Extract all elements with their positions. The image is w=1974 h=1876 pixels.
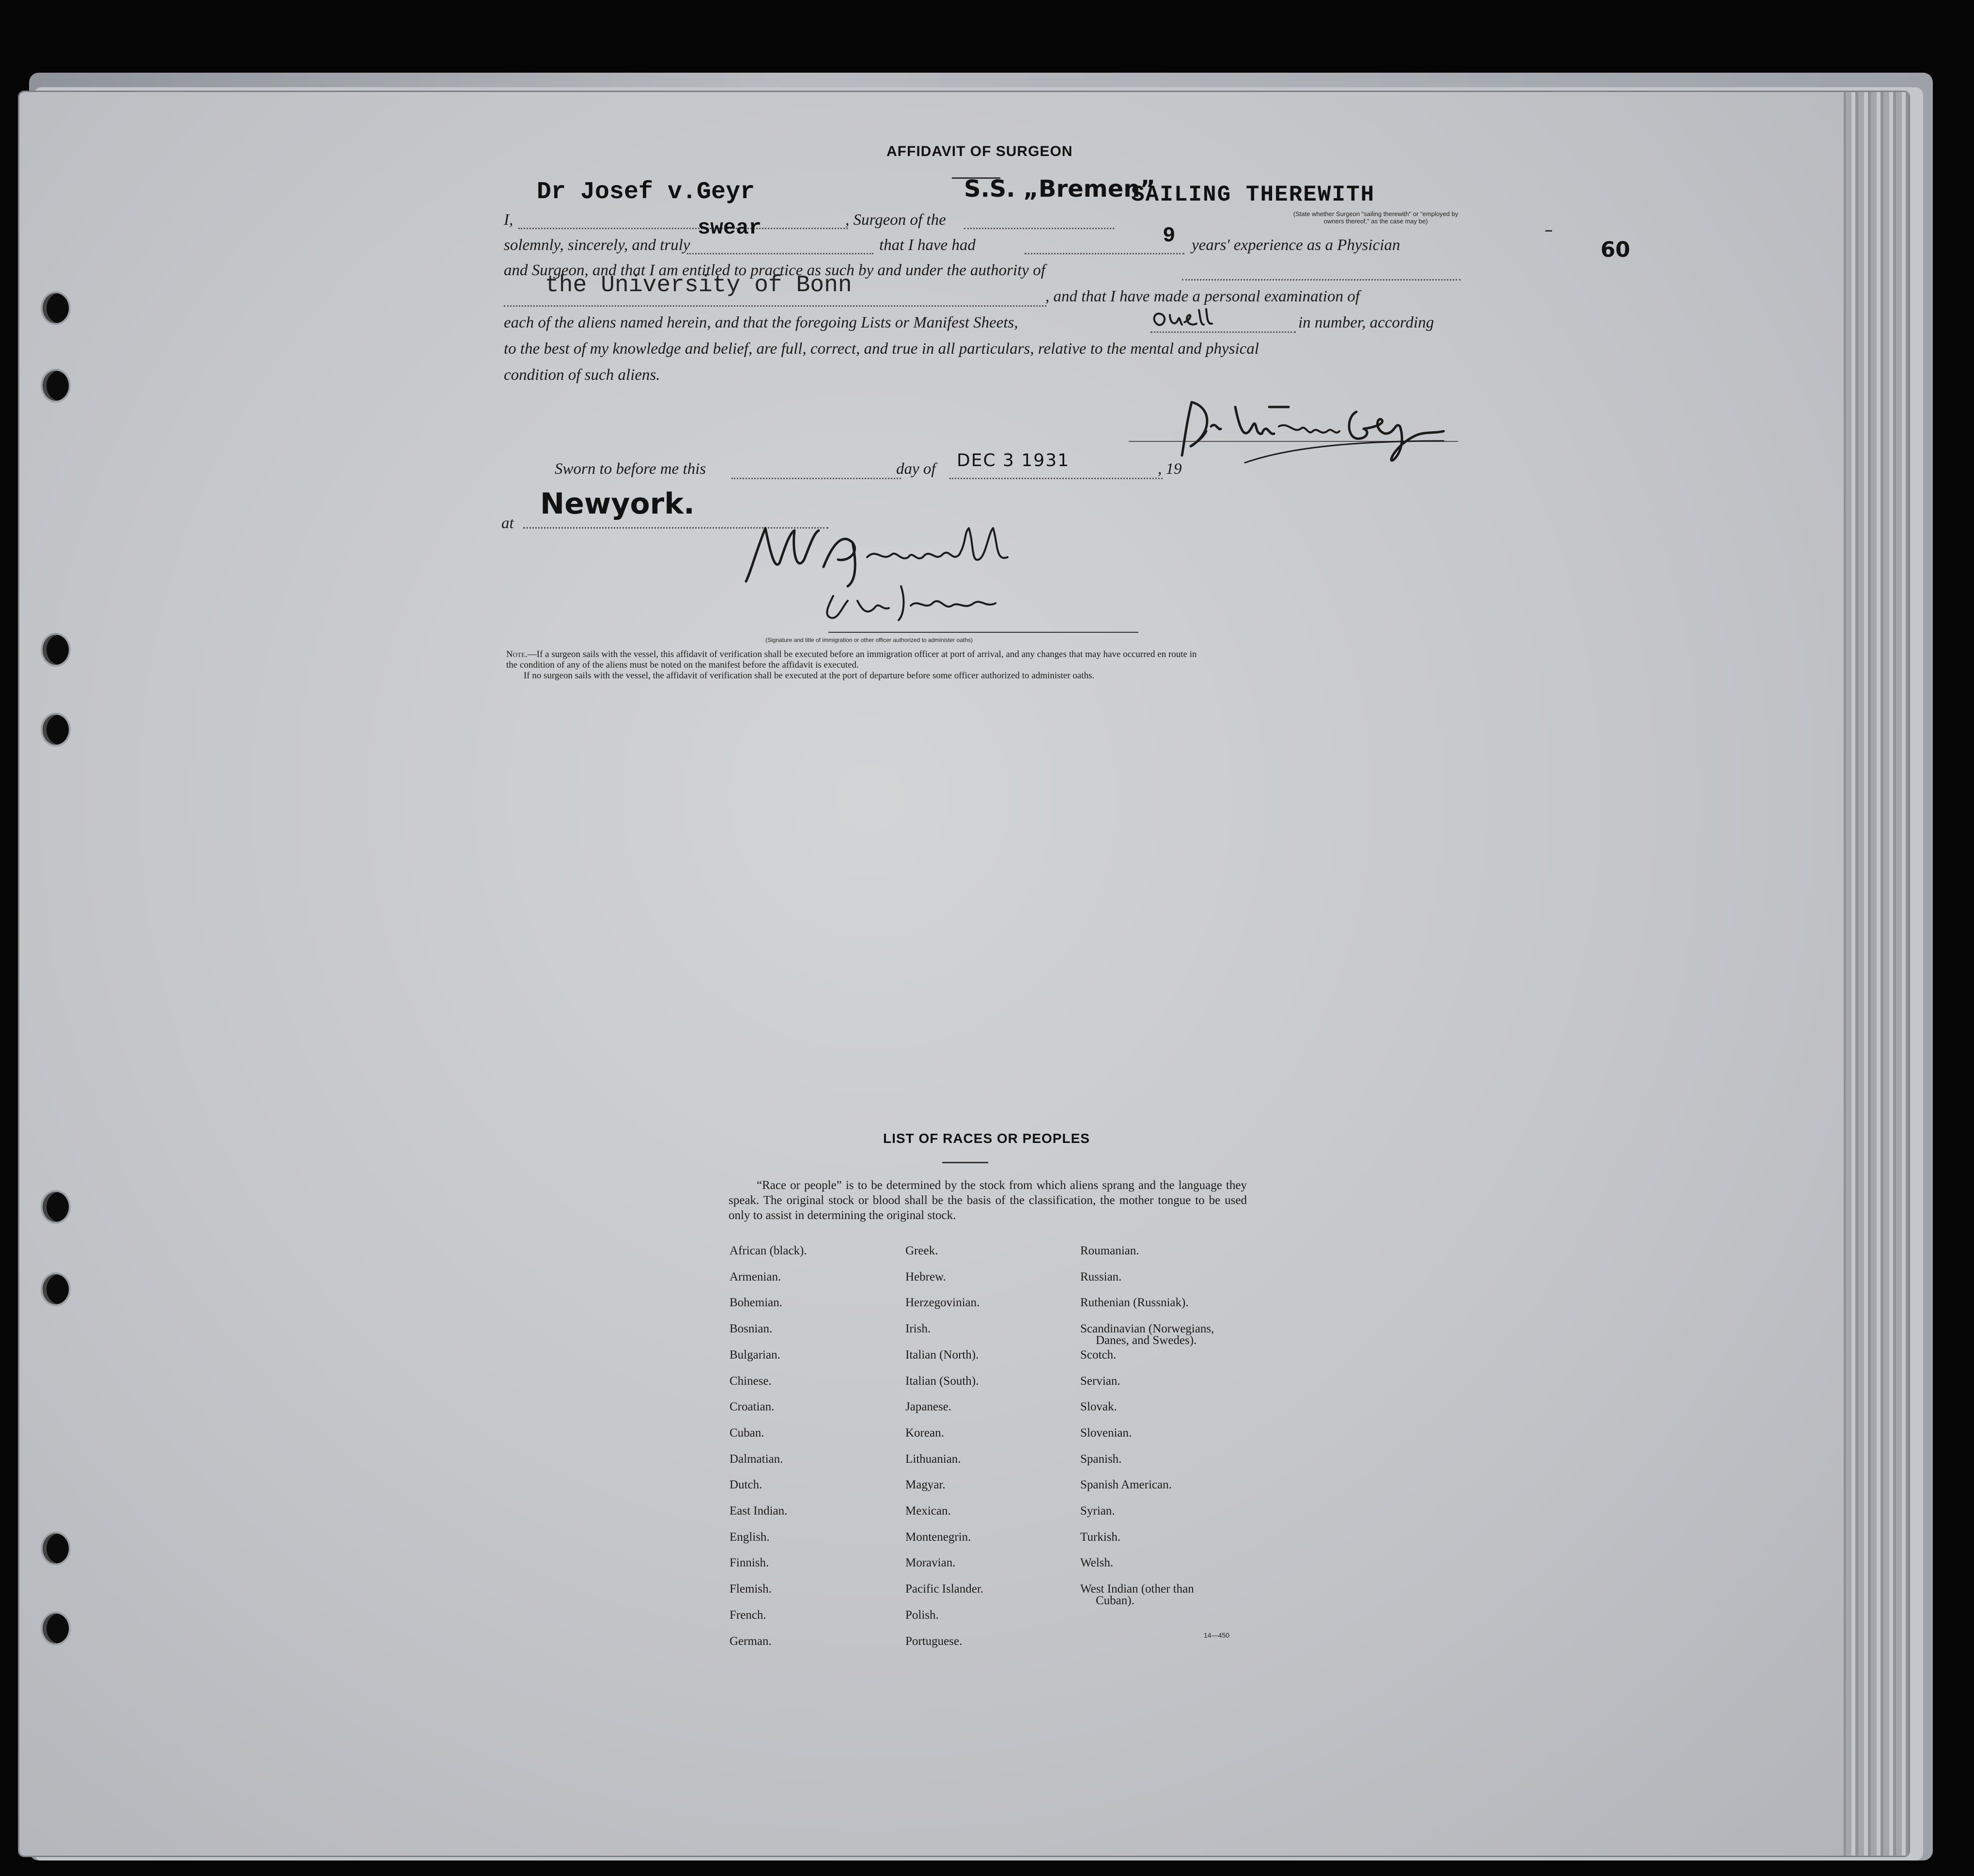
race-item: Bohemian. [730, 1296, 783, 1310]
year-prefix-text: , 19 [1158, 460, 1182, 478]
personal-exam-text: , and that I have made a personal examination of [1045, 288, 1360, 305]
race-item: Pacific Islander. [905, 1582, 984, 1596]
race-item: Mexican. [905, 1504, 951, 1517]
race-item: Irish. [905, 1322, 931, 1336]
race-item: Finnish. [730, 1556, 769, 1570]
dotted-rule [504, 305, 1046, 307]
at-text: at [501, 515, 514, 532]
years-value: 9 [1163, 224, 1176, 248]
race-item: Spanish American. [1080, 1478, 1172, 1492]
race-item: Japanese. [905, 1400, 952, 1414]
affidavit-note [506, 649, 1456, 681]
races-title-rule [942, 1162, 988, 1163]
prefix-i: I, [504, 211, 513, 229]
each-of-aliens-text: each of the aliens named herein, and that the foregoing Lists or Manifest Sheets, [504, 314, 1018, 331]
note-line3: If no surgeon sails with the vessel, the affidavit of verification shall be executed at the port of departure before some officer authorized to administer oaths. [524, 671, 1095, 681]
day-of-text: day of [896, 460, 936, 478]
race-item: Croatian. [730, 1400, 775, 1414]
binder-hole [43, 293, 69, 323]
date-stamp: DEC 3 1931 [957, 451, 1070, 470]
binder-hole [43, 1274, 69, 1304]
years-experience-text: years' experience as a Physician [1192, 236, 1400, 254]
race-item: Scandinavian (Norwegians, [1080, 1322, 1214, 1336]
affidavit-title: AFFIDAVIT OF SURGEON [886, 143, 1073, 159]
oath-word: swear [698, 216, 762, 240]
dotted-rule [1025, 253, 1184, 254]
race-item: Russian. [1080, 1270, 1122, 1283]
surgeon-signature [1172, 392, 1463, 465]
authority: the University of Bonn [545, 272, 852, 298]
race-item: Dalmatian. [730, 1452, 783, 1466]
best-knowledge-text: to the best of my knowledge and belief, are full, correct, and true in all particulars, relative to the mental and physical [504, 340, 1259, 358]
race-item: Hebrew. [905, 1270, 946, 1283]
race-item: Turkish. [1080, 1530, 1121, 1544]
dotted-rule [1150, 331, 1296, 333]
race-item: Roumanian. [1080, 1244, 1139, 1257]
race-item: Flemish. [730, 1582, 772, 1596]
note-line1: —If a surgeon sails with the vessel, this affidavit of verification shall be executed before an immigration officer at port of arrival, and any changes that may have occurred en route in [527, 649, 1197, 659]
race-item: Korean. [905, 1426, 944, 1439]
race-item: Slovenian. [1080, 1426, 1132, 1439]
race-item: Ruthenian (Russniak). [1080, 1296, 1189, 1310]
officer-signature-line [828, 632, 1138, 633]
race-item: French. [730, 1608, 766, 1622]
race-item: Dutch. [730, 1478, 762, 1492]
race-item: Syrian. [1080, 1504, 1115, 1517]
signature-caption: (Signature and title of immigration or other officer authorized to administer oaths) [765, 637, 973, 643]
binder-hole [43, 1192, 69, 1222]
race-item: Scotch. [1080, 1348, 1117, 1361]
binder-hole [43, 1533, 69, 1563]
manifest-page [19, 92, 1909, 1856]
race-item: African (black). [730, 1244, 807, 1257]
race-item: Herzegovinian. [905, 1296, 980, 1310]
dotted-rule [964, 228, 1114, 229]
races-intro: “Race or people” is to be determined by the stock from which aliens sprang and the language they speak. The original stock or blood shall be the basis of the classification, the mother tongue to be used only to assist in determining the original stock. [729, 1179, 1247, 1222]
note-lead: Note. [506, 649, 528, 659]
race-item: Polish. [905, 1608, 939, 1622]
race-item: Spanish. [1080, 1452, 1122, 1466]
sheets-count-handwritten [1148, 305, 1221, 334]
officer-signature [736, 514, 1124, 630]
note-line2: the condition of any of the aliens must be noted on the manifest before the affidavit is executed. [506, 660, 859, 670]
binder-hole [43, 635, 69, 665]
surgeon-name: Dr Josef v.Geyr [537, 178, 755, 206]
race-item: German. [730, 1634, 772, 1648]
race-item: Armenian. [730, 1270, 781, 1283]
race-item: Montenegrin. [905, 1530, 971, 1544]
race-item: Portuguese. [905, 1634, 963, 1648]
race-item: Bulgarian. [730, 1348, 780, 1361]
dotted-rule [518, 228, 848, 229]
race-item: Italian (North). [905, 1348, 979, 1361]
ship-name: S.S. „Bremen” [964, 175, 1155, 203]
race-item: East Indian. [730, 1504, 788, 1517]
in-number-text: in number, according [1298, 314, 1434, 331]
condition-text: condition of such aliens. [504, 366, 660, 384]
dotted-rule [731, 478, 901, 479]
surgeon-of-the-text: , Surgeon of the [845, 211, 946, 229]
dotted-rule [949, 478, 1163, 479]
state-note: (State whether Surgeon "sailing therewith" or "employed by owners thereof," as the case may be) [1293, 210, 1459, 225]
form-code: 14—450 [1204, 1631, 1229, 1639]
binder-hole [43, 1613, 69, 1643]
race-item: Welsh. [1080, 1556, 1114, 1570]
race-item: Danes, and Swedes). [1096, 1334, 1197, 1347]
that-i-have-had-text: that I have had [879, 236, 976, 254]
race-item: English. [730, 1530, 770, 1544]
binder-hole [43, 715, 69, 745]
sailing-stamp: SAILING THEREWITH [1131, 182, 1375, 207]
race-item: Magyar. [905, 1478, 946, 1492]
dotted-rule [1182, 279, 1461, 281]
and-surgeon-text: and Surgeon, and that I am entitled to practice as such by and under the authority of [504, 262, 1045, 279]
race-item: Cuban. [730, 1426, 764, 1439]
race-item: Moravian. [905, 1556, 956, 1570]
dotted-rule [687, 253, 873, 254]
race-item: Lithuanian. [905, 1452, 961, 1466]
page-stack-edge [1844, 92, 1909, 1856]
race-item: Servian. [1080, 1374, 1120, 1388]
stray-mark [1545, 230, 1552, 232]
place: Newyork. [540, 487, 695, 521]
race-item: Slovak. [1080, 1400, 1117, 1414]
race-item: Bosnian. [730, 1322, 773, 1336]
race-item: Italian (South). [905, 1374, 979, 1388]
page-number: 60 [1601, 237, 1631, 262]
races-title: LIST OF RACES OR PEOPLES [883, 1131, 1090, 1146]
race-item: West Indian (other than [1080, 1582, 1194, 1596]
solemnly-text: solemnly, sincerely, and truly [504, 236, 690, 254]
race-item: Greek. [905, 1244, 938, 1257]
binder-hole [43, 371, 69, 401]
race-item: Chinese. [730, 1374, 772, 1388]
race-item: Cuban). [1096, 1594, 1135, 1608]
sworn-text: Sworn to before me this [555, 460, 706, 478]
